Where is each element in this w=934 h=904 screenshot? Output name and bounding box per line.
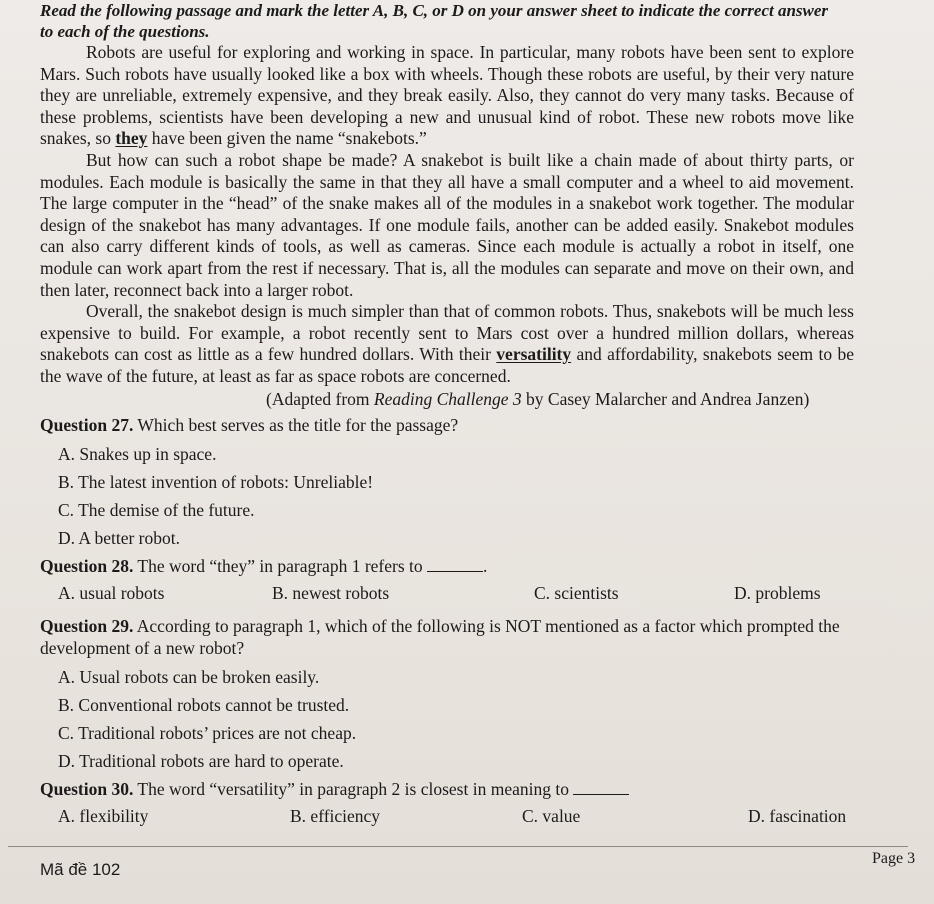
paragraph-1-text-a: Robots are useful for exploring and working in space. In particular, many robots have been sent to explore Mars. Such robots have usually looked like a box with wheels. Though these robots are useful, by their very nature they are unreliable, extremely expensive, and they break easily. Also, they cannot do very many tasks. Because of these problems, scientists have been developing a new and unusual kind of robot. These new robots move like snakes, so (40, 42, 854, 149)
page-number: Page 3 (872, 850, 916, 867)
option-c[interactable]: C. Traditional robots’ prices are not cheap. (58, 722, 357, 743)
option-d[interactable]: D. fascination (748, 805, 847, 826)
question-text: According to paragraph 1, which of the following is NOT mentioned as a factor which prompted the development of a new robot? (40, 615, 840, 658)
option-a[interactable]: A. Snakes up in space. (58, 443, 217, 464)
source-authors: by Casey Malarcher and Andrea Janzen) (521, 388, 810, 409)
option-b[interactable]: B. The latest invention of robots: Unreliable! (58, 471, 374, 492)
option-b[interactable]: B. efficiency (290, 805, 381, 826)
question-number: Question 28. (40, 555, 134, 576)
source-prefix: (Adapted from (266, 388, 374, 409)
answer-blank (427, 557, 483, 572)
exam-code: Mã đề 102 (40, 860, 121, 879)
paragraph-2: But how can such a robot shape be made? A snakebot is built like a chain made of about thirty parts, or modules. Each module is basically the same in that they all have a small computer and a wheel to aid movement. The large computer in the “head” of the snake makes all of the modules in a snakebot work together. The modular design of the snakebot has many advantages. If one module fails, another can be added easily. Snakebot modules can also carry different kinds of tools, as well as cameras. Since each module is actually a robot in itself, one module can work apart from the rest if necessary. That is, all the modules can separate and move on their own, and then later, reconnect back into a larger robot. (40, 149, 854, 300)
answer-blank (573, 780, 629, 795)
footer-divider (8, 846, 908, 847)
paragraph-3-text-b: and affordability, snakebots seem to be the wave of the future, at least as far as space robots are concerned. (40, 344, 854, 386)
question-29-options (58, 663, 934, 775)
paragraph-3-text-a: Overall, the snakebot design is much simpler than that of common robots. Thus, snakebots will be much less expensive to build. For example, a robot recently sent to Mars cost over a hundred million dollars, whereas snakebots can cost as little as a few hundred dollars. With their (40, 301, 854, 365)
question-number: Question 27. (40, 414, 134, 435)
question-text: Which best serves as the title for the passage? (133, 414, 459, 435)
paragraph-1 (40, 42, 854, 150)
paragraph-3 (40, 301, 854, 387)
question-text: The word “versatility” in paragraph 2 is closest in meaning to (133, 778, 569, 799)
question-30 (40, 778, 870, 800)
option-a[interactable]: A. usual robots (58, 582, 165, 603)
option-d[interactable]: D. A better robot. (58, 527, 180, 548)
question-text: The word “they” in paragraph 1 refers to (133, 555, 423, 576)
source-book-title: Reading Challenge 3 (373, 388, 522, 409)
option-c[interactable]: C. The demise of the future. (58, 499, 255, 520)
instruction: Read the following passage and mark the letter A, B, C, or D on your answer sheet to indicate the correct answer to each of the questions. (40, 1, 829, 41)
question-number: Question 29. (40, 615, 134, 636)
option-a[interactable]: A. Usual robots can be broken easily. (58, 666, 320, 687)
underlined-word-versatility: versatility (496, 344, 572, 365)
option-c[interactable]: C. value (522, 805, 581, 826)
option-d[interactable]: D. problems (734, 582, 821, 603)
source-citation (266, 388, 934, 410)
option-a[interactable]: A. flexibility (58, 805, 149, 826)
option-b[interactable]: B. Conventional robots cannot be trusted. (58, 694, 350, 715)
question-number: Question 30. (40, 778, 134, 799)
reading-passage (40, 42, 854, 388)
paragraph-1-text-b: have been given the name “snakebots.” (147, 128, 427, 149)
question-30-options (58, 804, 934, 828)
question-27-options (58, 440, 934, 552)
question-end-mark: . (483, 555, 488, 576)
option-c[interactable]: C. scientists (534, 582, 619, 603)
option-b[interactable]: B. newest robots (272, 582, 390, 603)
question-27 (40, 414, 870, 436)
option-d[interactable]: D. Traditional robots are hard to operate. (58, 750, 344, 771)
underlined-word-they: they (115, 128, 148, 149)
question-28-options (58, 581, 934, 605)
question-29 (40, 615, 870, 659)
question-28 (40, 555, 870, 577)
